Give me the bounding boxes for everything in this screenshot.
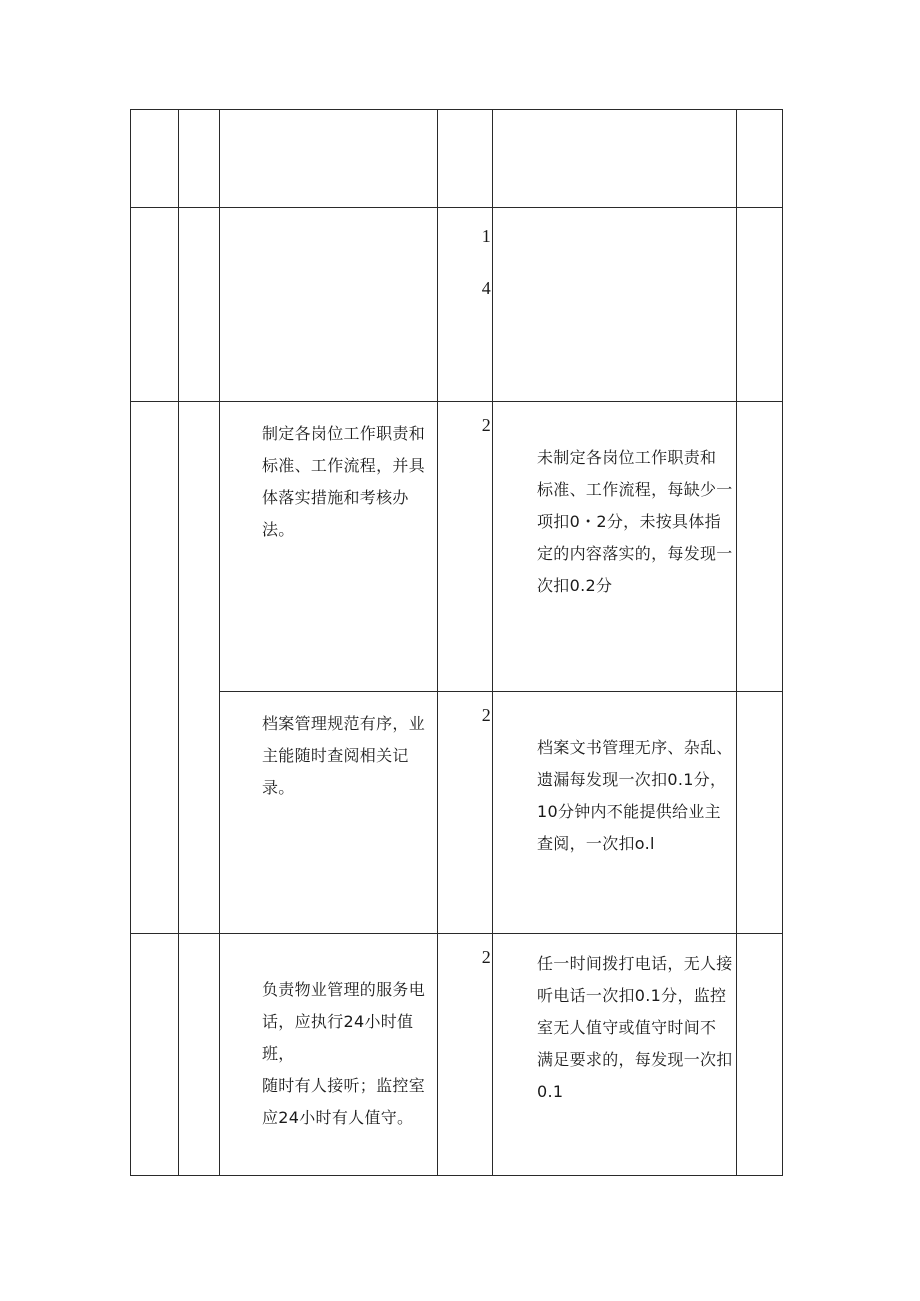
category-cell [131,110,179,208]
standard-cell [493,110,737,208]
requirement-cell [220,110,438,208]
standard-cell: 任一时间拨打电话，无人接 听电话一次扣0.1分，监控 室无人值守或值守时间不 满足要求的，每发现一次扣 0.1 [493,934,737,1176]
remark-cell [737,692,783,934]
item-number-cell [179,208,220,402]
score-cell: 2 [438,934,493,1176]
table-row [131,934,783,1176]
table-row [131,110,783,208]
standard-cell [493,208,737,402]
category-cell [131,402,179,934]
remark-cell [737,208,783,402]
requirement-cell: 制定各岗位工作职责和 标准、工作流程，并具 体落实措施和考核办法。 [220,402,438,692]
item-number-cell [179,402,220,934]
score-cell: 2 [438,402,493,692]
assessment-table [130,109,783,1176]
table-row [131,208,783,402]
score-cell: 1 4 [438,208,493,402]
standard-cell: 未制定各岗位工作职责和 标准、工作流程，每缺少一 项扣0・2分，未按具体指 定的内容落实的，每发现一 次扣0.2分 [493,402,737,692]
category-cell [131,934,179,1176]
remark-cell [737,402,783,692]
remark-cell [737,934,783,1176]
category-cell [131,208,179,402]
score-cell: 2 [438,692,493,934]
standard-cell: 档案文书管理无序、杂乱、 遗漏每发现一次扣0.1分， 10分钟内不能提供给业主 查阅，一次扣o.l [493,692,737,934]
table-row [131,402,783,692]
requirement-cell: 档案管理规范有序，业 主能随时查阅相关记录。 [220,692,438,934]
remark-cell [737,110,783,208]
requirement-cell: 负责物业管理的服务电 话，应执行24小时值班， 随时有人接听；监控室 应24小时有人值守。 [220,934,438,1176]
table-row [131,692,783,934]
item-number-cell [179,934,220,1176]
score-cell [438,110,493,208]
requirement-cell [220,208,438,402]
item-number-cell [179,110,220,208]
